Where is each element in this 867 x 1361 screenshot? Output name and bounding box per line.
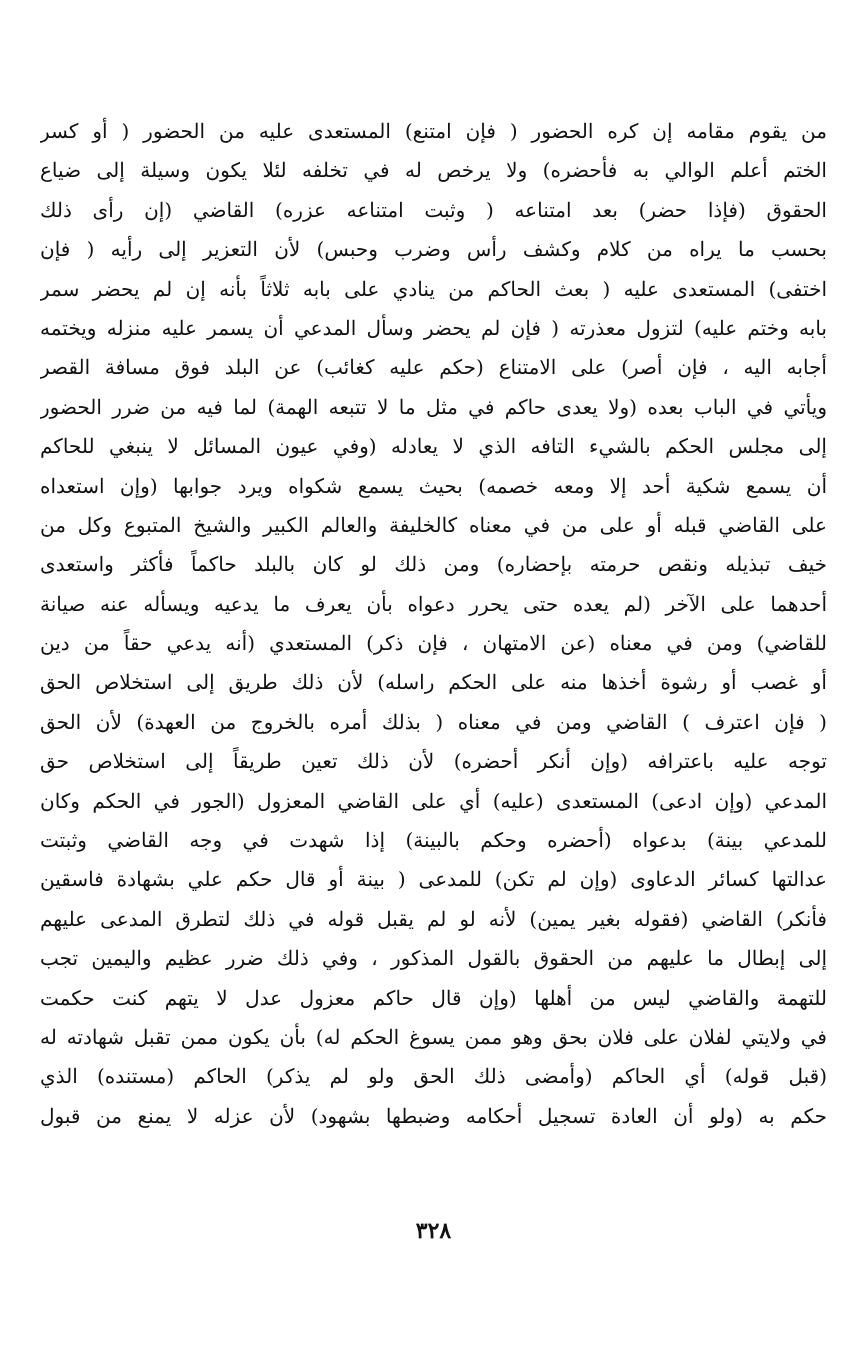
body-text <box>40 112 827 1136</box>
text-line: أجابه اليه ، فإن أصر) على الامتناع (حكم عليه كغائب) عن البلد فوق مسافة القصر <box>40 355 827 380</box>
text-line: للمدعي بينة) بدعواه (أحضره وحكم بالبينة) إذا شهدت في وجه القاضي وثبتت <box>40 828 827 853</box>
page-number: ٣٢٨ <box>415 1218 452 1244</box>
text-line: المدعي (وإن ادعى) المستعدى (عليه) أي على القاضي المعزول (الجور في الحكم وكان <box>40 788 827 813</box>
text-line: أحدهما على الآخر (لم يعده حتى يحرر دعواه بأن يعرف ما يدعيه ويسأله عنه صيانة <box>40 591 827 616</box>
text-line: للقاضي) ومن في معناه (عن الامتهان ، فإن ذكر) المستعدي (أنه يدعي حقاً من دين <box>40 631 827 656</box>
text-line: أو غصب أو رشوة أخذها منه على الحكم راسله) لأن ذلك طريق إلى استخلاص الحق <box>40 670 827 695</box>
text-line: بابه وختم عليه) لتزول معذرته ( فإن لم يحضر وسأل المدعي أن يسمر عليه منزله ويختمه <box>40 315 827 340</box>
text-line: إلى مجلس الحكم بالشيء التافه الذي لا يعادله (وفي عيون المسائل لا ينبغي للحاكم <box>40 434 827 459</box>
text-line: إلى إبطال ما عليهم من الحقوق بالقول المذكور ، وفي ذلك ضرر عظيم واليمين تجب <box>40 946 827 971</box>
text-line: توجه عليه باعترافه (وإن أنكر أحضره) لأن ذلك تعين طريقاً إلى استخلاص حق <box>40 749 827 774</box>
text-line: الختم أعلم الوالي به فأحضره) ولا يرخص له في تخلفه لئلا يكون وسيلة إلى ضياع <box>40 158 827 183</box>
text-line: على القاضي قبله أو على من في معناه كالخليفة والعالم الكبير والشيخ المتبوع وكل من <box>40 512 827 537</box>
text-line: في ولايتي لفلان على فلان بحق وهو ممن يسوغ الحكم له) بأن يكون ممن تقبل شهادته له <box>40 1024 827 1049</box>
text-line: خيف تبذيله ونقص حرمته بإحضاره) ومن ذلك لو كان بالبلد حاكماً فأكثر واستعدى <box>40 552 827 577</box>
text-line: الحقوق (فإذا حضر) بعد امتناعه ( وثبت امتناعه عزره) القاضي (إن رأى ذلك <box>40 197 827 222</box>
text-line: فأنكر) القاضي (فقوله بغير يمين) لأنه لو لم يقبل قوله في ذلك لتطرق المدعى عليهم <box>40 906 827 931</box>
text-line: للتهمة والقاضي ليس من أهلها (وإن قال حاكم معزول عدل لا يتهم كنت حكمت <box>40 985 827 1010</box>
text-line: بحسب ما يراه من كلام وكشف رأس وضرب وحبس) لأن التعزير إلى رأيه ( فإن <box>40 237 827 262</box>
text-line: (قبل قوله) أي الحاكم (وأمضى ذلك الحق ولو لم يذكر) الحاكم (مستنده) الذي <box>40 1064 827 1089</box>
text-line: من يقوم مقامه إن كره الحضور ( فإن امتنع) المستعدى عليه من الحضور ( أو كسر <box>40 119 827 143</box>
text-line: ( فإن اعترف ) القاضي ومن في معناه ( بذلك أمره بالخروج من العهدة) لأن الحق <box>40 709 827 734</box>
text-line: حكم به (ولو أن العادة تسجيل أحكامه وضبطها بشهود) لأن عزله لا يمنع من قبول <box>40 1103 827 1128</box>
text-line: عدالتها كسائر الدعاوى (وإن لم تكن) للمدعى ( بينة أو قال حكم علي بشهادة فاسقين <box>40 867 827 892</box>
text-line: اختفى) المستعدى عليه ( بعث الحاكم من ينادي على بابه ثلاثاً بأنه إن لم يحضر سمر <box>40 276 827 301</box>
text-line: ويأتي في الباب بعده (ولا يعدى حاكم في مثل ما لا تتبعه الهمة) لما فيه من ضرر الحضور <box>40 394 827 419</box>
text-line: أن يسمع شكية أحد إلا ومعه خصمه) بحيث يسمع شكواه ويرد جوابها (وإن استعداه <box>40 473 827 498</box>
document-page <box>40 112 827 1301</box>
